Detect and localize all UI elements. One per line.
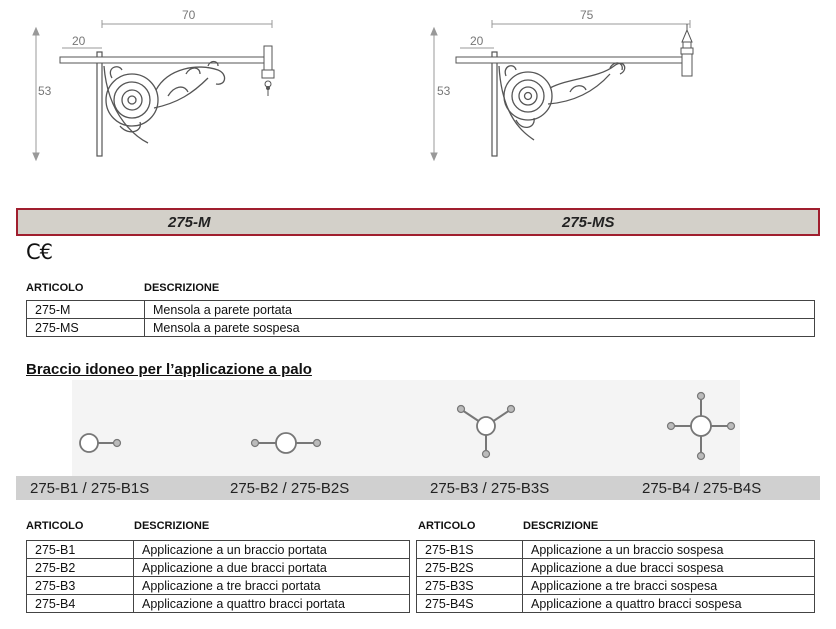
pole-config-b3-icon [452,400,520,462]
table1-header-articolo: ARTICOLO [26,282,84,294]
cell-articolo: 275-B4 [27,595,134,613]
section-title: Braccio idoneo per l’applicazione a palo [26,361,312,378]
table2-right-header-descrizione: DESCRIZIONE [523,520,599,532]
cell-descrizione: Applicazione a quattro bracci portata [134,595,410,613]
table2-right [416,540,815,613]
cell-descrizione: Applicazione a un braccio portata [134,541,410,559]
ce-mark: C€ [26,240,53,264]
dim-offset-right: 20 [470,34,484,48]
table2-left [26,540,410,613]
table2-right-header-articolo: ARTICOLO [418,520,476,532]
cell-articolo: 275-B1 [27,541,134,559]
pole-config-b4-icon [664,390,738,462]
pole-config-panel [72,380,740,476]
table-row [27,595,410,613]
dim-height-left: 53 [38,84,52,98]
model-label-275-ms: 275-MS [562,214,615,231]
cell-articolo: 275-B3 [27,577,134,595]
cell-articolo: 275-B3S [417,577,523,595]
dim-offset-left: 20 [72,34,86,48]
model-bar [16,208,820,236]
bracket-drawing-275-m [28,8,318,168]
table-row [27,319,815,337]
cell-descrizione: Applicazione a tre bracci sospesa [523,577,815,595]
cell-descrizione: Applicazione a quattro bracci sospesa [523,595,815,613]
table-row [417,595,815,613]
dim-height-right: 53 [437,84,451,98]
pole-label-b3: 275-B3 / 275-B3S [430,480,550,497]
table2-left-header-articolo: ARTICOLO [26,520,84,532]
table-row [417,577,815,595]
table-row [27,541,410,559]
cell-articolo: 275-B4S [417,595,523,613]
dim-total-width-left: 70 [182,8,196,22]
dim-total-width-right: 75 [580,8,594,22]
table-row [27,301,815,319]
cell-articolo: 275-M [27,301,145,319]
cell-descrizione: Mensola a parete portata [145,301,815,319]
cell-descrizione: Applicazione a due bracci portata [134,559,410,577]
table2-left-header-descrizione: DESCRIZIONE [134,520,210,532]
pole-label-b4: 275-B4 / 275-B4S [642,480,762,497]
cell-articolo: 275-B2S [417,559,523,577]
table-row [27,577,410,595]
table1-header-descrizione: DESCRIZIONE [144,282,220,294]
bracket-drawing-275-ms [424,8,714,168]
table-row [417,541,815,559]
cell-articolo: 275-B1S [417,541,523,559]
pole-label-b2: 275-B2 / 275-B2S [230,480,350,497]
table-row [417,559,815,577]
cell-descrizione: Mensola a parete sospesa [145,319,815,337]
pole-config-b2-icon [248,428,324,458]
pole-label-b1: 275-B1 / 275-B1S [30,480,150,497]
cell-descrizione: Applicazione a tre bracci portata [134,577,410,595]
cell-articolo: 275-MS [27,319,145,337]
cell-descrizione: Applicazione a un braccio sospesa [523,541,815,559]
cell-articolo: 275-B2 [27,559,134,577]
table-row [27,559,410,577]
cell-descrizione: Applicazione a due bracci sospesa [523,559,815,577]
table1 [26,300,815,337]
pole-config-b1-icon [74,428,130,458]
model-label-275-m: 275-M [168,214,211,231]
